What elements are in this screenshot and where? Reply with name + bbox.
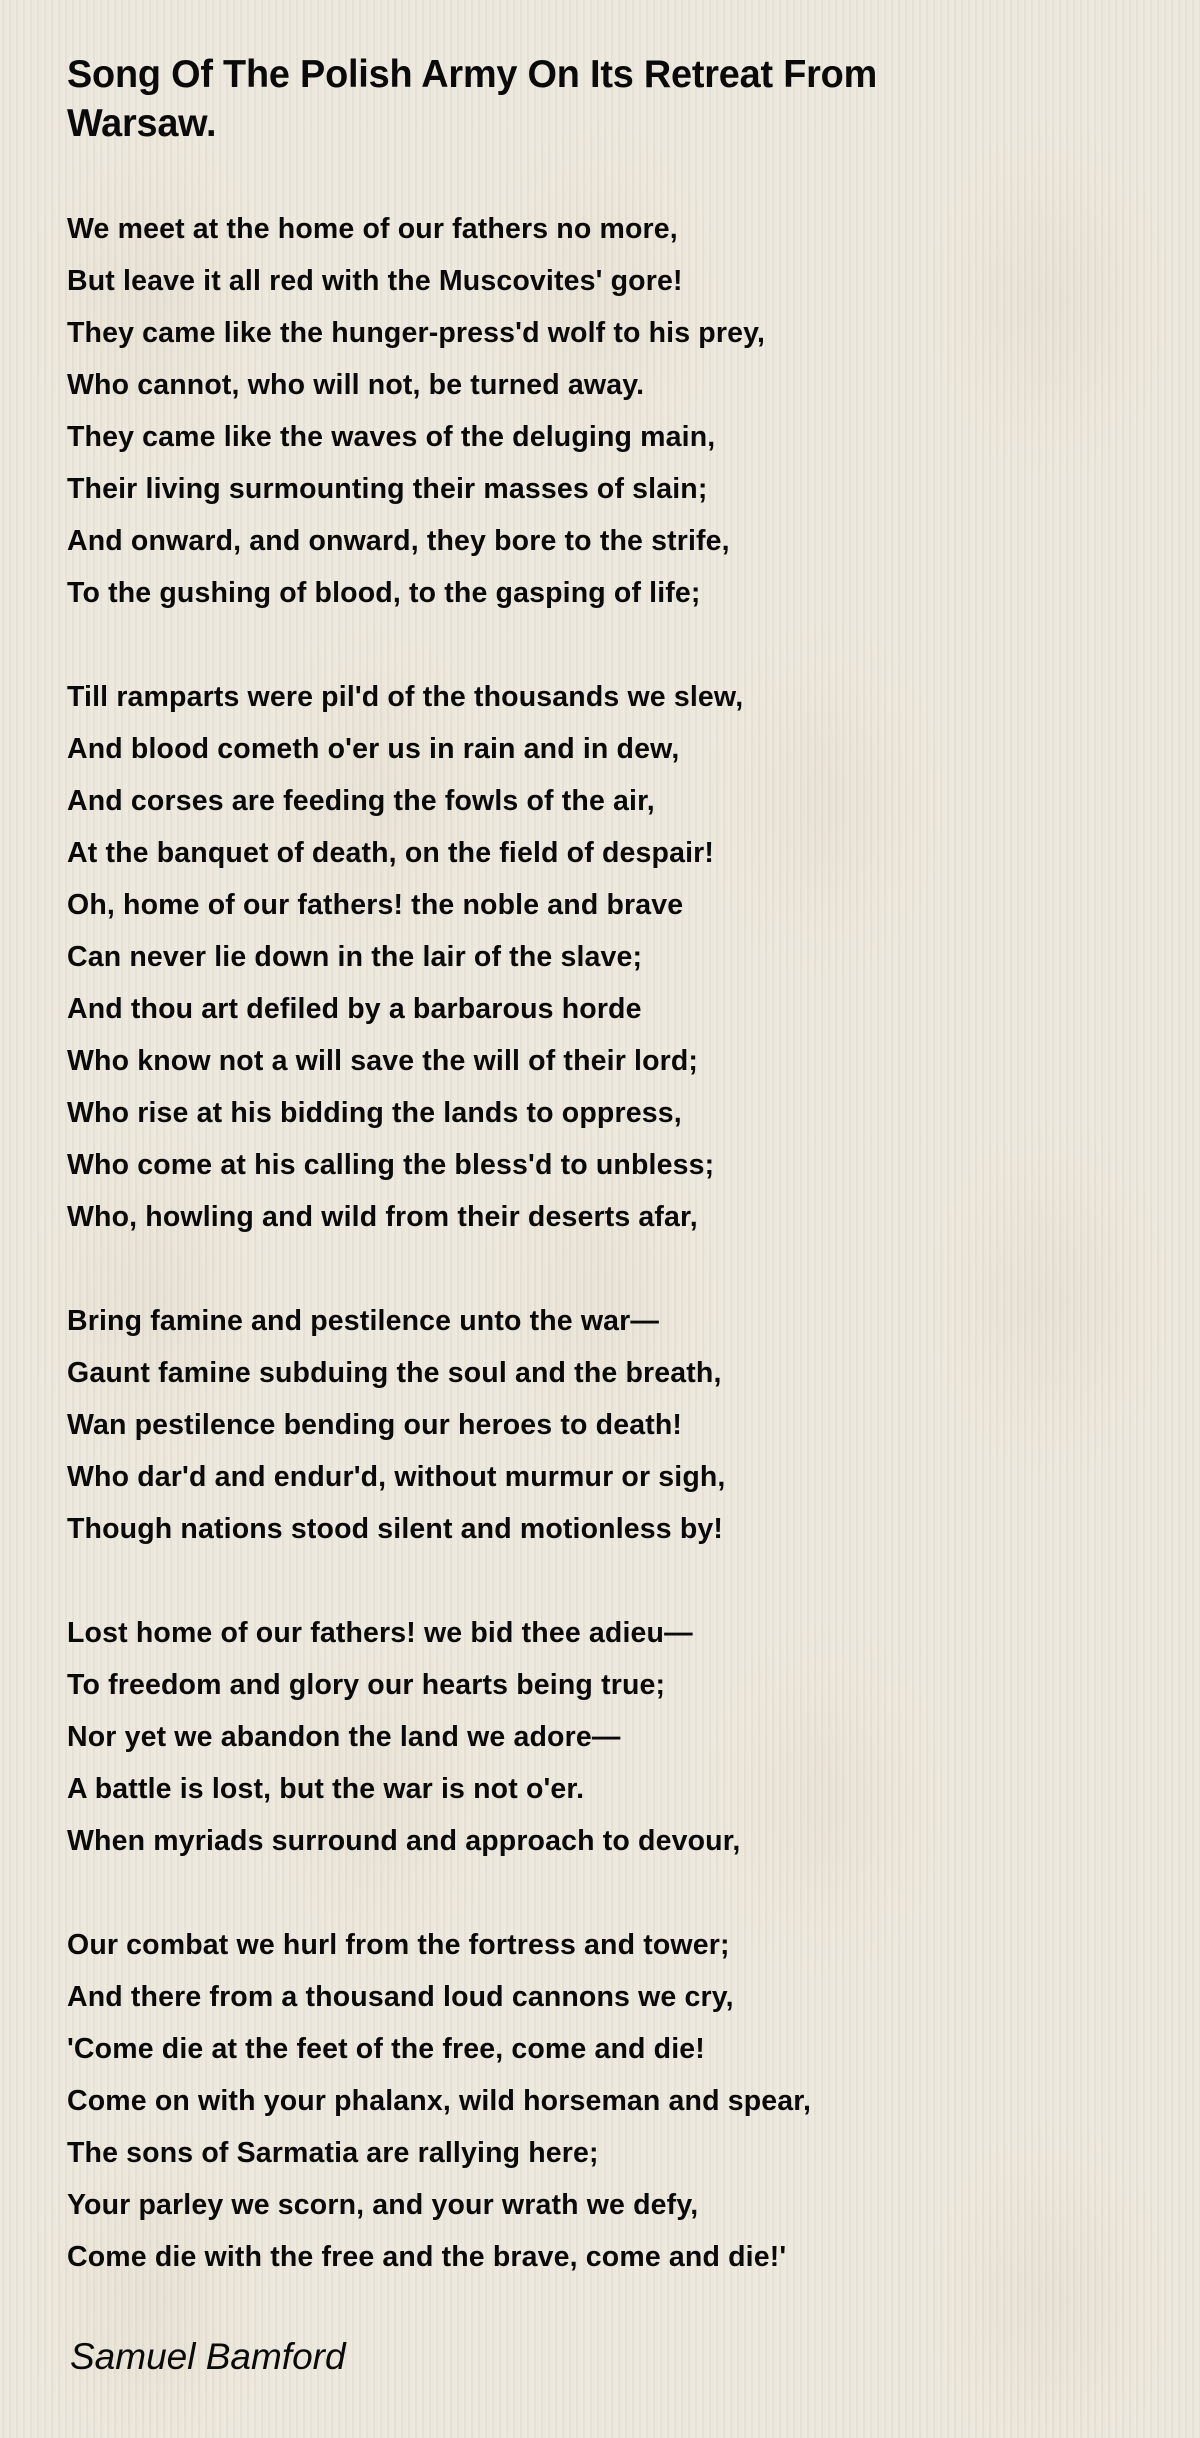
poem-line: We meet at the home of our fathers no more,	[67, 213, 678, 245]
poem-line: Though nations stood silent and motionless by!	[67, 1513, 724, 1545]
poem-line: Who rise at his bidding the lands to oppress,	[67, 1097, 682, 1129]
poem-line: Can never lie down in the lair of the slave;	[67, 941, 643, 973]
stanza	[67, 1919, 1200, 2283]
poem-line: When myriads surround and approach to devour,	[67, 1825, 741, 1857]
poem-line: Their living surmounting their masses of slain;	[67, 473, 708, 505]
poem-line: Our combat we hurl from the fortress and tower;	[67, 1929, 730, 1961]
poem-line: A battle is lost, but the war is not o'er.	[67, 1773, 585, 1805]
poem-line: Who cannot, who will not, be turned away.	[67, 369, 645, 401]
poem-line: Who, howling and wild from their deserts afar,	[67, 1201, 698, 1233]
poem-line: Bring famine and pestilence unto the war—	[67, 1305, 660, 1337]
poem-line: The sons of Sarmatia are rallying here;	[67, 2137, 599, 2169]
poem-line: And thou art defiled by a barbarous horde	[67, 993, 642, 1025]
poem-author: Samuel Bamford	[70, 2336, 346, 2377]
poem-line: Who know not a will save the will of their lord;	[67, 1045, 699, 1077]
poem-body	[67, 203, 1200, 2283]
poem-line: And onward, and onward, they bore to the strife,	[67, 525, 730, 557]
poem-line: And blood cometh o'er us in rain and in dew,	[67, 733, 680, 765]
stanza	[67, 1607, 1200, 1867]
poem-line: They came like the hunger-press'd wolf to his prey,	[67, 317, 766, 349]
poem-line: Lost home of our fathers! we bid thee adieu—	[67, 1617, 693, 1649]
poem-line: Till ramparts were pil'd of the thousands we slew,	[67, 681, 744, 713]
poem-line: Come die with the free and the brave, come and die!'	[67, 2241, 787, 2273]
poem-line: And corses are feeding the fowls of the air,	[67, 785, 655, 817]
poem-line: Come on with your phalanx, wild horseman and spear,	[67, 2085, 812, 2117]
stanza	[67, 671, 1200, 1243]
poem-line: Who dar'd and endur'd, without murmur or sigh,	[67, 1461, 726, 1493]
stanza	[67, 1295, 1200, 1555]
stanza	[67, 203, 1200, 619]
poem-line: 'Come die at the feet of the free, come and die!	[67, 2033, 705, 2065]
poem-line: And there from a thousand loud cannons we cry,	[67, 1981, 734, 2013]
poem-line: Your parley we scorn, and your wrath we defy,	[67, 2189, 699, 2221]
poem-line: Oh, home of our fathers! the noble and brave	[67, 889, 684, 921]
poem-title: Song Of The Polish Army On Its Retreat From Warsaw.	[67, 53, 878, 145]
poem-line: Gaunt famine subduing the soul and the breath,	[67, 1357, 722, 1389]
poem-line: Nor yet we abandon the land we adore—	[67, 1721, 621, 1753]
poem-line: Who come at his calling the bless'd to unbless;	[67, 1149, 715, 1181]
poem-line: But leave it all red with the Muscovites' gore!	[67, 265, 683, 297]
poem-line: At the banquet of death, on the field of despair!	[67, 837, 715, 869]
poem-line: They came like the waves of the deluging main,	[67, 421, 716, 453]
poem-line: To freedom and glory our hearts being true;	[67, 1669, 666, 1701]
poem-line: To the gushing of blood, to the gasping of life;	[67, 577, 701, 609]
poem-line: Wan pestilence bending our heroes to death!	[67, 1409, 683, 1441]
